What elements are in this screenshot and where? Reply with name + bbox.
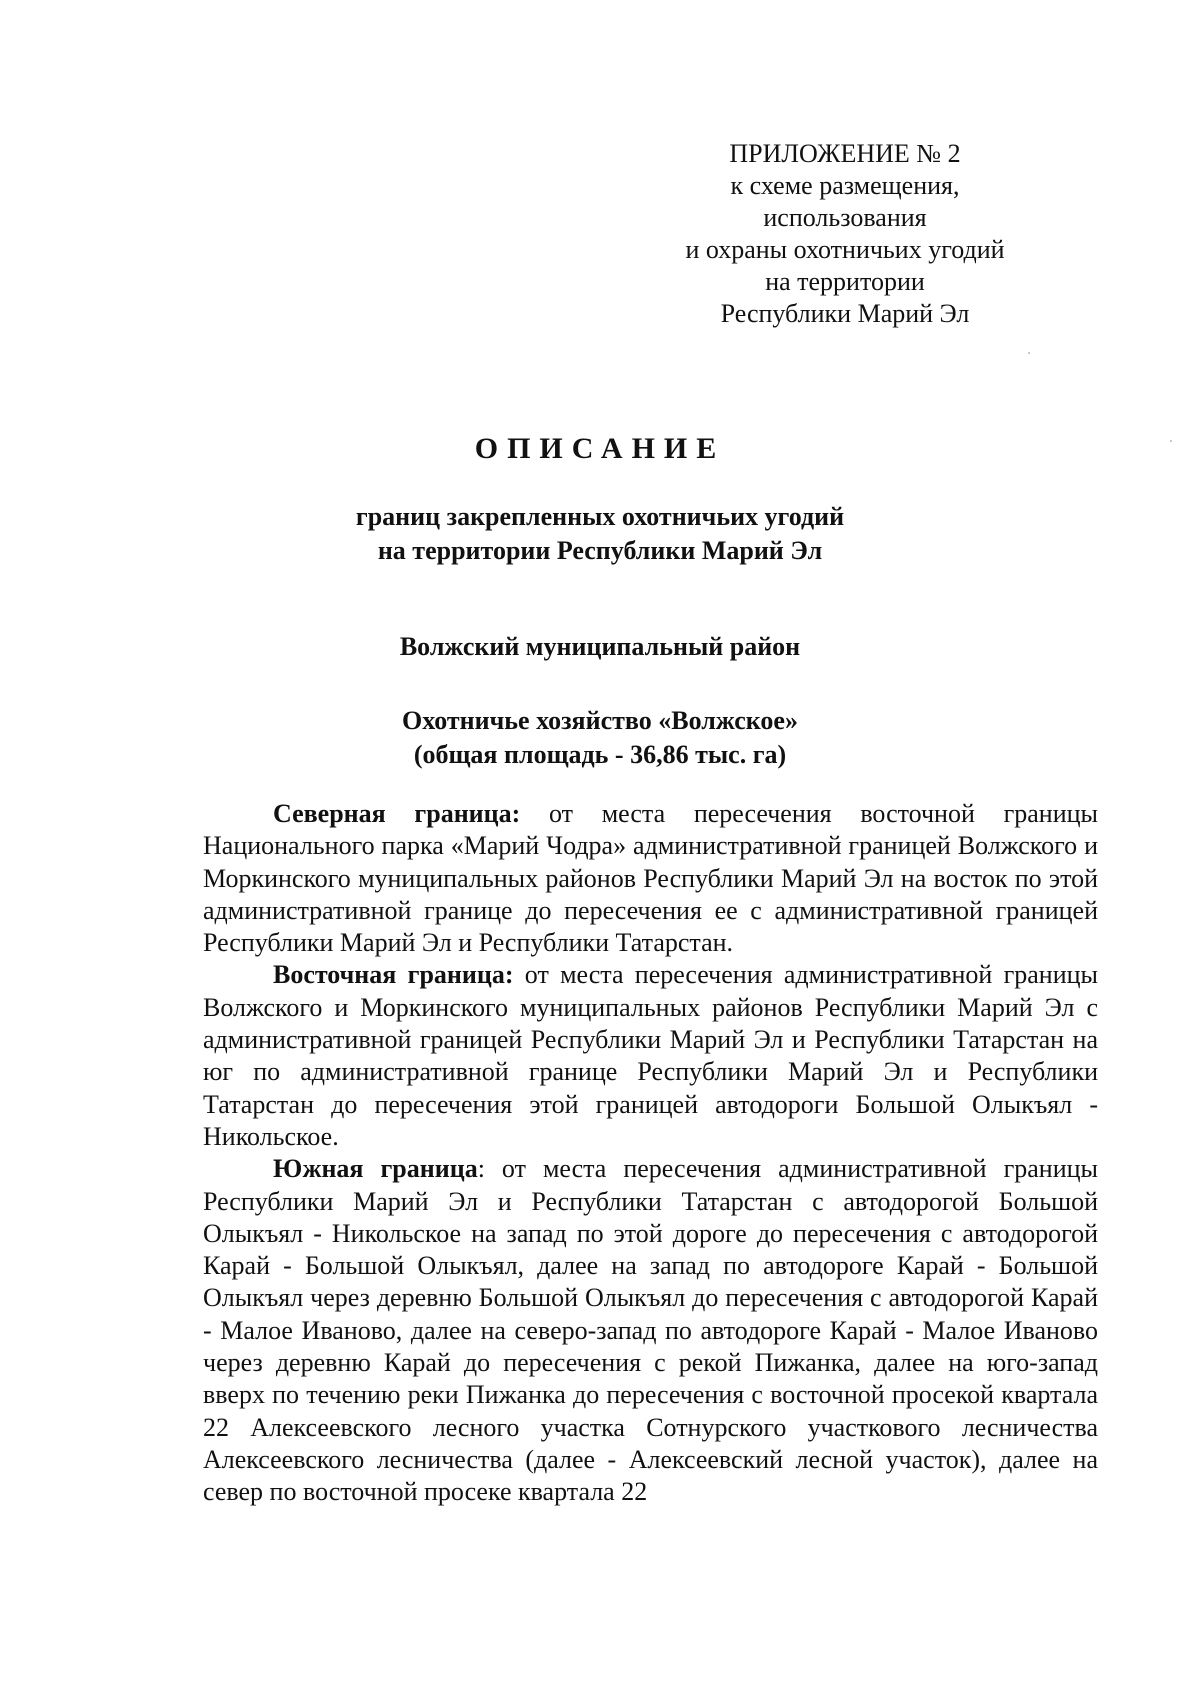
document-subtitle xyxy=(0,500,1200,568)
paragraph-lead: Южная граница xyxy=(273,1154,478,1184)
appendix-header xyxy=(660,138,1030,330)
subtitle-line: границ закрепленных охотничьих угодий xyxy=(355,502,845,531)
document-title: ОПИСАНИЕ xyxy=(474,432,726,465)
appendix-line: на территории xyxy=(765,267,925,296)
paragraph-text: от места пересечения восточной границы Национального парка «Марий Чодра» административной границей Волжского и Моркинского муниципальных районов Республики Марий Эл на восток по этой административной границе до пересечения ее с административной границей Республики Марий Эл и Республики Татарстан. xyxy=(203,799,1098,958)
farm-area: (общая площадь - 36,86 тыс. га) xyxy=(413,740,787,769)
paragraph-lead: Северная граница: xyxy=(273,799,521,828)
eastern-boundary-paragraph xyxy=(203,959,1098,1153)
scan-speck xyxy=(1028,352,1030,354)
southern-boundary-paragraph xyxy=(203,1153,1098,1508)
appendix-line: Республики Марий Эл xyxy=(720,299,970,328)
subtitle-line: на территории Республики Марий Эл xyxy=(377,536,823,565)
paragraph-lead: Восточная граница: xyxy=(273,960,514,990)
appendix-line: к схеме размещения, xyxy=(730,171,960,200)
appendix-number: ПРИЛОЖЕНИЕ № 2 xyxy=(729,139,961,168)
paragraph-text: : от места пересечения административной границы Республики Марий Эл и Республики Татарстан с автодорогой Большой Олыкъял - Никольское на запад по этой дороге до пересечения с автодорогой Карай - Большой Олыкъял, далее на запад по автодороге Карай - Большой Олыкъял через деревню Большой Олыкъял до пересечения с автодорогой Карай - Малое Иваново, далее на северо-запад по автодороге Карай - Малое Иваново через деревню Карай до пересечения с рекой Пижанка, далее на юго-запад вверх по течению реки Пижанка до пересечения с восточной просекой квартала 22 Алексеевского лесного участка Сотнурского участкового лесничества Алексеевского лесничества (далее - Алексеевский лесной участок), далее на север по восточной просеке квартала 22 xyxy=(203,1154,1098,1507)
appendix-line: использования xyxy=(763,203,927,232)
boundary-description xyxy=(203,798,1098,1509)
district-heading: Волжский муниципальный район xyxy=(399,632,801,661)
appendix-line: и охраны охотничьих угодий xyxy=(685,235,1005,264)
northern-boundary-paragraph xyxy=(203,798,1098,959)
farm-name: Охотничье хозяйство «Волжское» xyxy=(402,706,798,735)
farm-heading xyxy=(0,704,1200,772)
scan-speck xyxy=(1170,440,1172,442)
paragraph-text: от места пересечения административной границы Волжского и Моркинского муниципальных районов Республики Марий Эл с административной границей Республики Марий Эл и Республики Татарстан на юг по административной границе Республики Марий Эл и Республики Татарстан до пересечения этой границей автодороги Большой Олыкъял - Никольское. xyxy=(203,960,1099,1151)
